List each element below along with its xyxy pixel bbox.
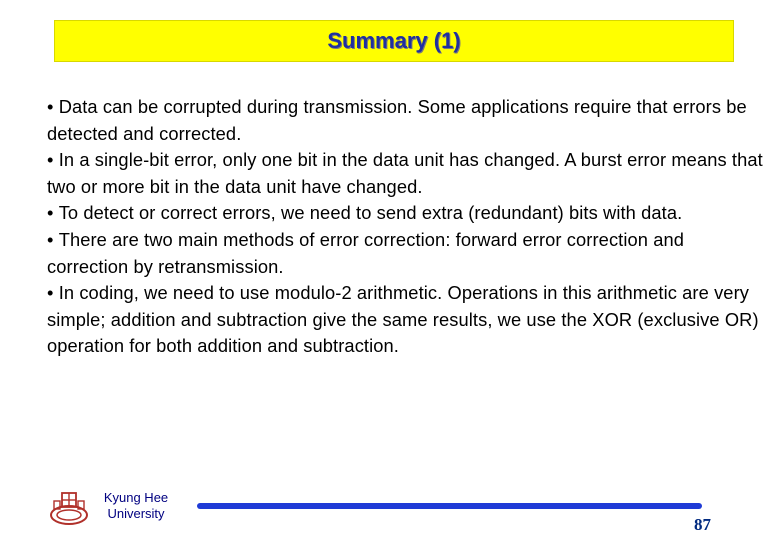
university-name-line1: Kyung Hee	[103, 490, 169, 505]
bullet-item: • In a single-bit error, only one bit in the data unit has changed. A burst error means that two or more bit in the data unit have changed.	[47, 147, 769, 200]
title-bar	[54, 20, 734, 62]
slide-title: Summary (1)	[327, 28, 461, 53]
footer-divider	[197, 503, 702, 509]
bullet-item: • Data can be corrupted during transmission. Some applications require that errors be detected and corrected.	[47, 94, 769, 147]
university-seal-icon	[49, 489, 89, 527]
bullet-list	[47, 94, 769, 360]
bullet-item: • To detect or correct errors, we need to send extra (redundant) bits with data.	[47, 200, 769, 227]
bullet-item: • In coding, we need to use modulo-2 arithmetic. Operations in this arithmetic are very simple; addition and subtraction give the same results, we use the XOR (exclusive OR) operation for both addition and subtraction.	[47, 280, 769, 360]
bullet-item: • There are two main methods of error correction: forward error correction and correction by retransmission.	[47, 227, 769, 280]
university-name	[95, 490, 177, 522]
university-name-line2: University	[107, 506, 165, 521]
page-number: 87	[694, 515, 711, 534]
